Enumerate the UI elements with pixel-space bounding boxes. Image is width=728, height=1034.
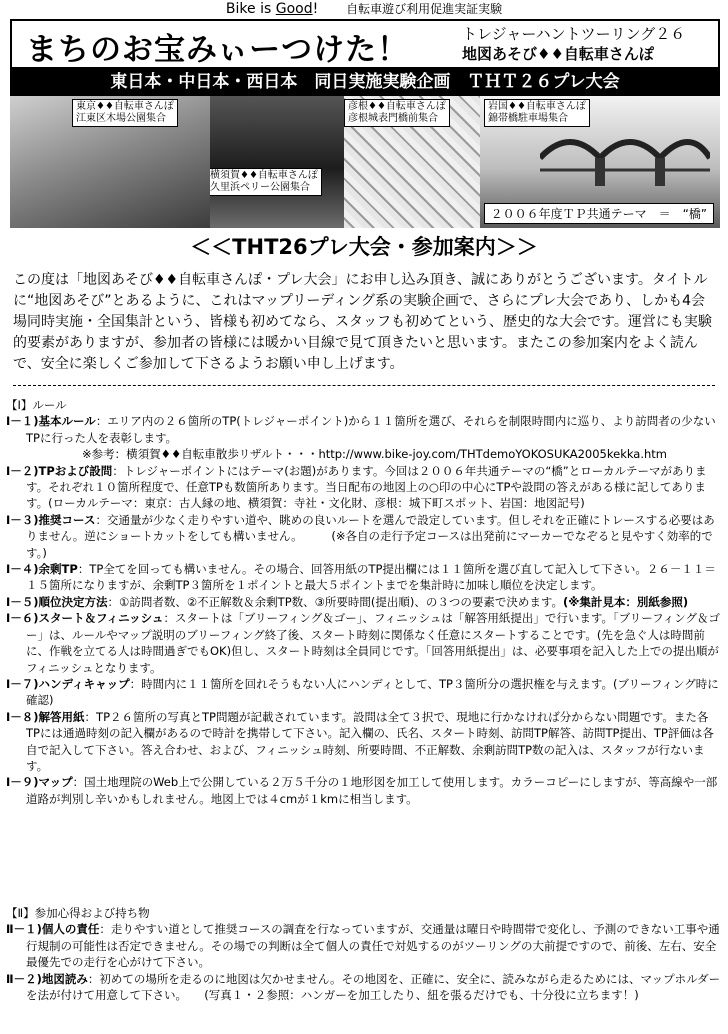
rules-heading: 【Ⅰ】ルール — [6, 398, 67, 412]
rule-item-2: Ⅰ－２)TPおよび設問：トレジャーポイントにはテーマ(お題)があります。今回は２００６年共通テーマの“橋”とローカルテーマがあります。それぞれ１０箇所程度で、任意TPも数箇所あります。当日配布の地図上の○印の中心にTPや設問の答えがある様に記してあります。(ローカルテーマ：東京：古人縁の地、横須賀：寺社・文化財、彦根：城下町スポット、岩国：地図記号) — [6, 463, 707, 511]
photo-iwakuni-bridge — [480, 96, 720, 228]
common-theme-label: ２００６年度ＴＰ共通テーマ ＝ “橋” — [484, 203, 714, 224]
bridge-icon — [540, 118, 710, 188]
rule-item-6: Ⅰ－６)スタート＆フィニッシュ：スタートは「ブリーフィング＆ゴー」、フィニッシュは「解答用紙提出」で行います。「ブリーフィング＆ゴー」は、ルールやマップ説明のブリーフィング終了後、スタート時刻に関係なく任意にスタートすることです。(先を急ぐ人は時間前に、作戦を立てる人は時間過ぎでもOK)但し、スタート時刻は全員同じです。「回答用紙提出」は、必要事項を記入した上での提出順がフィニッシュとなります。 — [6, 611, 721, 675]
event-banner: 東日本・中日本・西日本 同日実施実験企画 ＴＨＴ２６プレ大会 — [10, 68, 720, 96]
photo-tokyo — [10, 96, 210, 228]
intro-paragraph: この度は「地図あそび♦♦自転車さんぽ・プレ大会」にお申し込み頂き、誠にありがとうございます。タイトルに“地図あそび”とあるように、これはマップリーディング系の実験企画で、さらにプレ大会であり、しかも4会場同時実施・全国集計という、皆様も初めてなら、スタッフも初めてという、歴史的な大会です。運営にも実験的要素がありますが、参加者の皆様には暖かい目線で見て頂きたいと思います。またこの参加案内をよく読んで、安全に楽しくご参加して下さるようお願い申し上げます。 — [13, 272, 712, 372]
caption-hikone: 彦根♦♦自転車さんぽ 彦根城表門橋前集合 — [344, 99, 450, 127]
rule-item-1: Ⅰ－１)基本ルール：エリア内の２６箇所のTP(トレジャーポイント)から１１箇所を選び、それらを制限時間内に巡り、より訪問者の少ないTPに行った人を表彰します。 — [6, 414, 716, 445]
rule-item-8: Ⅰ－８)解答用紙：TP２６箇所の写真とTP問題が記載されています。設問は全て３択で、現地に行かなければ分からない問題です。また各TPには通過時刻の記入欄があるので時計を携帯して下さい。記入欄の、氏名、スタート時刻、訪問TP解答、訪問TP提出、TP評価は各自で記入して下さい。答え合わせ、および、フィニッシュ時刻、所要時間、不正解数、余剰訪問TP数の記入は、スタッフが行ないます。 — [6, 709, 714, 773]
photo-yokosuka — [210, 96, 344, 228]
tagline-bike-is-good: Bike is Good! — [225, 1, 319, 17]
tagline — [0, 0, 728, 18]
rule-item-1-reference: ※参考：横須賀♦♦自転車散歩リザルト・・・http://www.bike-joy.com/THTdemoYOKOSUKA2005kekka.htm — [82, 447, 668, 462]
caption-yokosuka: 横須賀♦♦自転車さんぽ 久里浜ペリー公園集合 — [210, 168, 322, 196]
photo-hikone-map — [344, 96, 480, 228]
guideline-item-1: Ⅱ－１)個人の責任：走りやすい道として推奨コースの調査を行なっていますが、交通量は曜日や時間帯で変化し、予測のできない工事や通行規制の可能性は否定できません。その場での判断は全て個人の責任で対処するのがツーリングの大前提ですので、前後、左右、安全最優先での走行を心がけて下さい。 — [6, 922, 720, 970]
tagline-sub: 自転車遊び利用促進実証実験 — [346, 2, 503, 16]
rule-item-4: Ⅰ－４)余剰TP：TP全てを回っても構いません。その場合、回答用紙のTP提出欄には１１箇所を選び直して記入して下さい。２６－１１＝１５箇所になりますが、余剰TP３箇所を１ポイントと最大５ポイントまでを集計時に加味し順位を決定します。 — [6, 562, 716, 593]
main-title: まちのお宝みぃーつけた！ — [26, 32, 410, 68]
rules-section — [6, 397, 722, 807]
page-heading: ＜＜THT26プレ大会・参加案内＞＞ — [190, 235, 538, 259]
guidelines-section — [6, 905, 722, 1003]
rule-item-3: Ⅰ－３)推奨コース：交通量が少なく走りやすい道や、眺めの良いルートを選んで設定しています。但しそれを正確にトレースする必要はありません。逆にショートカットをしても構いません。 (※各自の走行予定コースは出発前にマーカーでなぞると見やすく効率的です。) — [6, 512, 715, 560]
rule-item-7: Ⅰ－７)ハンディキャップ：時間内に１１箇所を回れそうもない人にハンディとして、TP３箇所分の選択権を与えます。(ブリーフィング時に確認) — [6, 676, 719, 708]
caption-tokyo: 東京♦♦自転車さんぽ 江東区木場公園集合 — [72, 99, 178, 127]
guideline-item-2: Ⅱ－２)地図読み：初めての場所を走るのに地図は欠かせません。その地図を、正確に、安全に、読みながら走るためには、マップホルダーを法が付けて用意して下さい。 (写真１・２参照：ハンガーを加工したり、紐を張るだけでも、十分役に立ちます！) — [6, 971, 721, 1003]
rule-item-5: Ⅰ－５)順位決定方法：①訪問者数、②不正解数＆余剰TP数、③所要時間(提出順)、の３つの要素で決めます。(※集計見本：別紙参照) — [6, 594, 689, 609]
rule-item-9: Ⅰ－９)マップ：国土地理院のWeb上で公開している２万５千分の１地形図を加工して使用します。カラーコピーにしますが、等高線や一部道路が判別し辛いかもしれません。地図上では４cmが１kmに相当します。 — [6, 775, 718, 806]
caption-iwakuni: 岩国♦♦自転車さんぽ 錦帯橋駐車場集合 — [484, 99, 590, 127]
title-box — [10, 19, 720, 69]
section-divider — [13, 385, 715, 386]
photo-strip — [10, 96, 720, 228]
subtitle-event: 地図あそび♦♦自転車さんぽ — [462, 45, 654, 63]
guidelines-heading: 【Ⅱ】参加心得および持ち物 — [6, 906, 150, 920]
subtitle-tour: トレジャーハントツーリング２６ — [462, 25, 686, 43]
